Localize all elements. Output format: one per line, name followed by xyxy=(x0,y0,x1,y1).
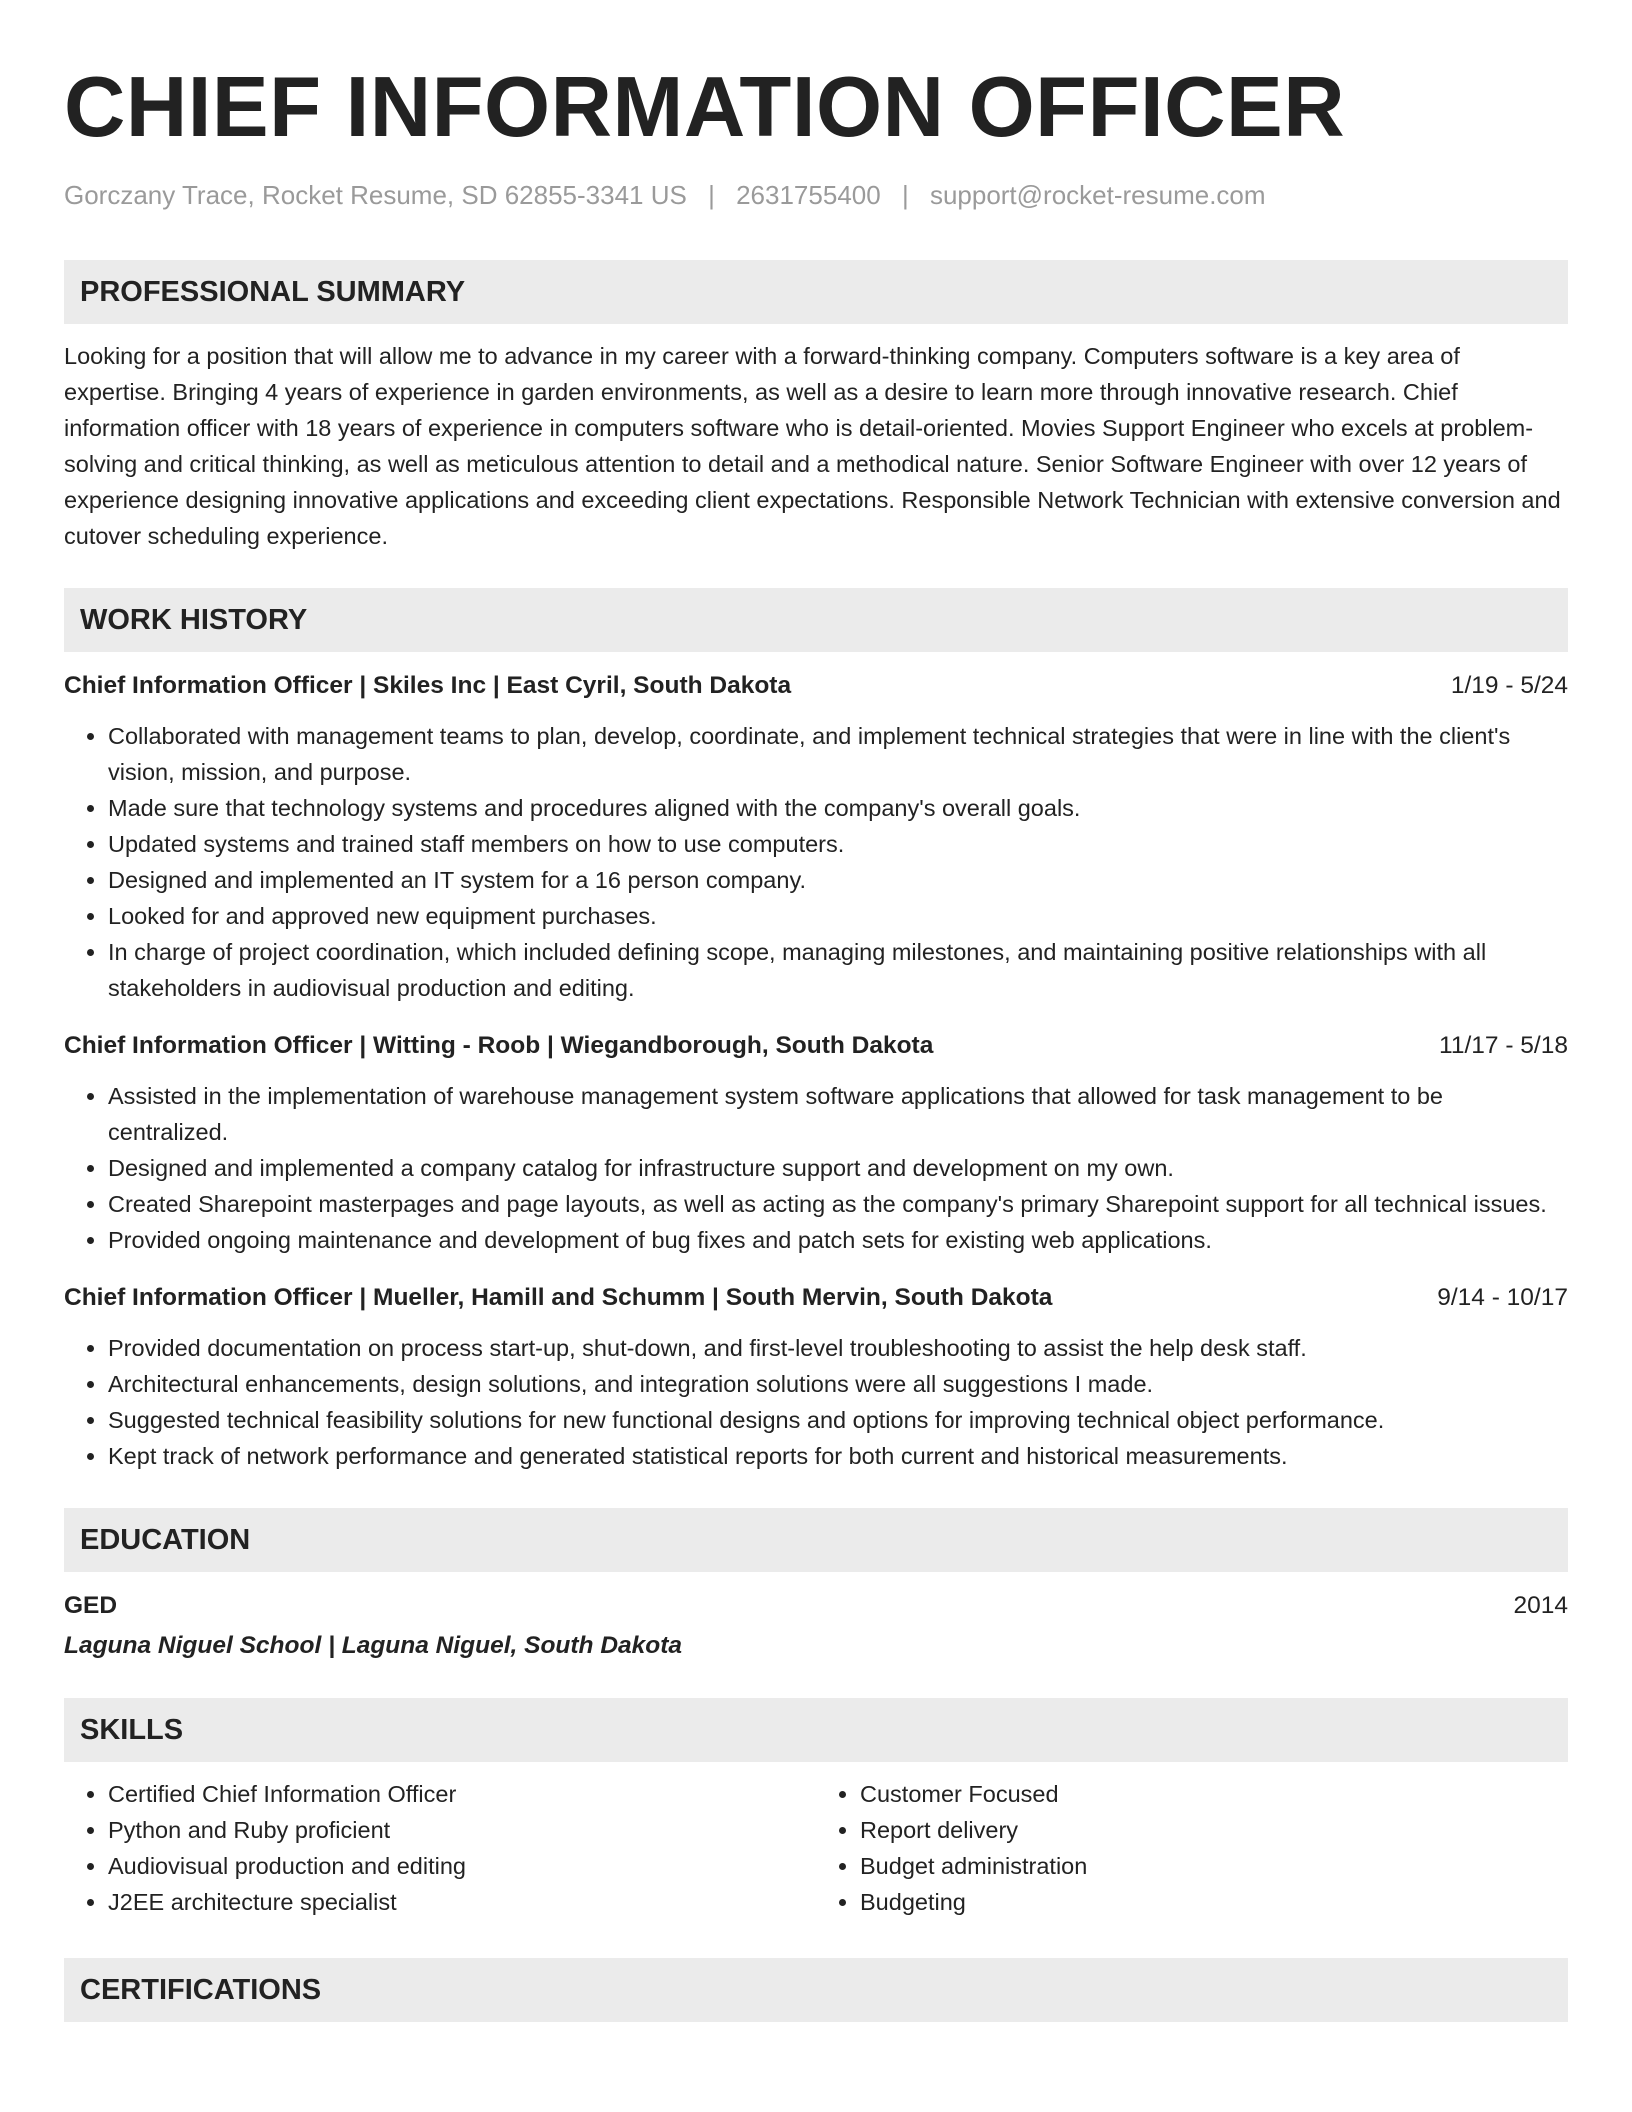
job-entry xyxy=(64,1028,1568,1258)
job-bullet: • Designed and implemented an IT system for a 16 person company. xyxy=(108,862,1568,898)
job-bullet: • Created Sharepoint masterpages and page layouts, as well as acting as the company's primary Sharepoint support for all technical issues. xyxy=(108,1186,1568,1222)
contact-line xyxy=(64,180,1568,210)
job-bullet: • Designed and implemented a company catalog for infrastructure support and development on my own. xyxy=(108,1150,1568,1186)
skills-column-left xyxy=(64,1776,816,1920)
education-year: 2014 xyxy=(1513,1592,1568,1619)
contact-email: support@rocket-resume.com xyxy=(929,180,1266,210)
contact-address: Gorczany Trace, Rocket Resume, SD 62855-3341 US xyxy=(64,180,687,210)
job-header xyxy=(64,1028,1568,1064)
section-heading-certifications: CERTIFICATIONS xyxy=(64,1958,1568,2022)
job-bullet: • Kept track of network performance and generated statistical reports for both current and historical measurements. xyxy=(108,1438,1568,1474)
section-heading-education: EDUCATION xyxy=(64,1508,1568,1572)
resume-page xyxy=(64,0,1568,2022)
skill-item: • J2EE architecture specialist xyxy=(108,1884,816,1920)
education-degree: GED xyxy=(64,1592,118,1619)
job-bullet: • Provided ongoing maintenance and development of bug fixes and patch sets for existing web applications. xyxy=(108,1222,1568,1258)
skills-column-right xyxy=(816,1776,1568,1920)
job-title: Chief Information Officer | Witting - Roob | Wiegandborough, South Dakota xyxy=(64,1032,934,1059)
job-bullets xyxy=(64,718,1568,1006)
skill-item: • Customer Focused xyxy=(860,1776,1568,1812)
job-bullets xyxy=(64,1330,1568,1474)
job-header xyxy=(64,668,1568,704)
job-dates: 9/14 - 10/17 xyxy=(1437,1284,1568,1311)
section-heading-summary: PROFESSIONAL SUMMARY xyxy=(64,260,1568,324)
section-heading-skills: SKILLS xyxy=(64,1698,1568,1762)
skill-item: • Budgeting xyxy=(860,1884,1568,1920)
job-bullet: • Made sure that technology systems and procedures aligned with the company's overall goals. xyxy=(108,790,1568,826)
job-bullet: • Architectural enhancements, design solutions, and integration solutions were all suggestions I made. xyxy=(108,1366,1568,1402)
contact-separator: | xyxy=(901,180,909,210)
section-heading-work-history: WORK HISTORY xyxy=(64,588,1568,652)
job-title: Chief Information Officer | Skiles Inc | East Cyril, South Dakota xyxy=(64,672,792,699)
job-dates: 11/17 - 5/18 xyxy=(1439,1032,1568,1059)
job-bullet: • Suggested technical feasibility solutions for new functional designs and options for improving technical object performance. xyxy=(108,1402,1568,1438)
contact-phone: 2631755400 xyxy=(736,180,881,210)
skill-item: • Report delivery xyxy=(860,1812,1568,1848)
job-entry xyxy=(64,1280,1568,1474)
summary-text: Looking for a position that will allow me to advance in my career with a forward-thinking company. Computers software is a key area of expertise. Bringing 4 years of experience in garden environments, as well as a desire to learn more through innovative research. Chief information officer with 18 years of experience in computers software who is detail-oriented. Movies Support Engineer who excels at problem-solving and critical thinking, as well as meticulous attention to detail and a methodical nature. Senior Software Engineer with over 12 years of experience designing innovative applications and exceeding client expectations. Responsible Network Technician with extensive conversion and cutover scheduling experience. xyxy=(64,343,1561,549)
job-bullet: • Updated systems and trained staff members on how to use computers. xyxy=(108,826,1568,862)
job-bullet: • In charge of project coordination, which included defining scope, managing milestones, and maintaining positive relationships with all stakeholders in audiovisual production and editing. xyxy=(108,934,1568,1006)
skills-grid xyxy=(64,1776,1568,1920)
contact-separator: | xyxy=(708,180,715,210)
job-header xyxy=(64,1280,1568,1316)
job-bullet: • Looked for and approved new equipment purchases. xyxy=(108,898,1568,934)
job-bullet: • Collaborated with management teams to plan, develop, coordinate, and implement technical strategies that were in line with the client's vision, mission, and purpose. xyxy=(108,718,1568,790)
job-entry xyxy=(64,668,1568,1006)
education-school: Laguna Niguel School | Laguna Niguel, South Dakota xyxy=(64,1632,683,1659)
job-bullet: • Assisted in the implementation of warehouse management system software applications that allowed for task management to be centralized. xyxy=(108,1078,1568,1150)
job-dates: 1/19 - 5/24 xyxy=(1450,672,1568,699)
job-bullet: • Provided documentation on process start-up, shut-down, and first-level troubleshooting to assist the help desk staff. xyxy=(108,1330,1568,1366)
education-header xyxy=(64,1588,1568,1624)
skill-item: • Audiovisual production and editing xyxy=(108,1848,816,1884)
job-title: Chief Information Officer | Mueller, Hamill and Schumm | South Mervin, South Dakota xyxy=(64,1284,1053,1311)
skill-item: • Python and Ruby proficient xyxy=(108,1812,816,1848)
skill-item: • Budget administration xyxy=(860,1848,1568,1884)
job-bullets xyxy=(64,1078,1568,1258)
skill-item: • Certified Chief Information Officer xyxy=(108,1776,816,1812)
resume-title: CHIEF INFORMATION OFFICER xyxy=(64,60,1346,155)
